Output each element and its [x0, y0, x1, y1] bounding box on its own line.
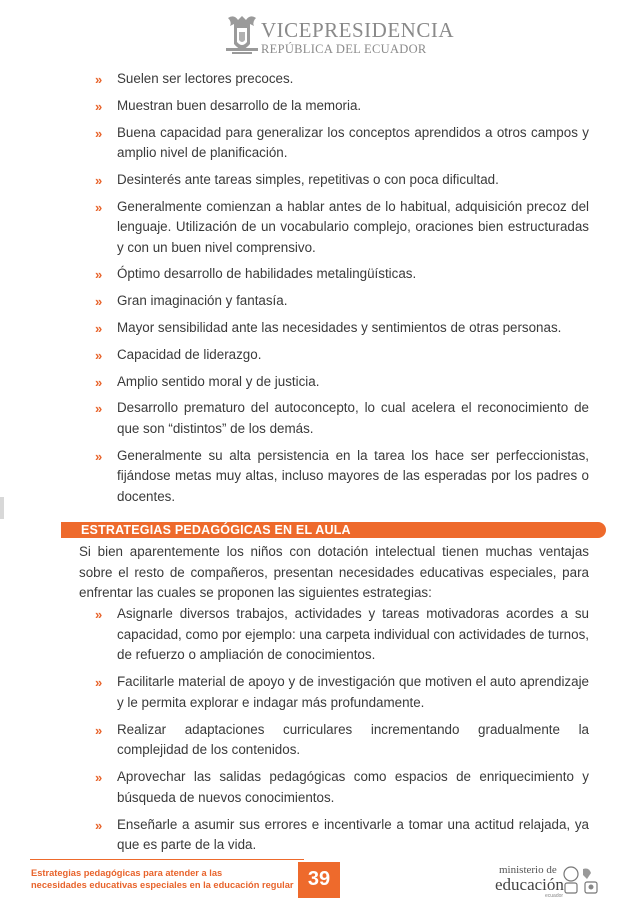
section-intro: Si bien aparentemente los niños con dotación intelectual tienen muchas ventajas sobre el resto de compañeros, presentan necesidades educativas especiales, para enfrentar las cuales se proponen las siguientes estrategias: — [79, 544, 589, 600]
bullet-icon: » — [95, 98, 103, 114]
list-item — [95, 767, 589, 808]
characteristics-list — [95, 69, 589, 514]
footer-line-2: necesidades educativas especiales en la educación regular — [31, 880, 294, 890]
bullet-icon: » — [95, 770, 103, 786]
page-edge-mark — [0, 497, 4, 519]
bullet-icon: » — [95, 374, 103, 390]
ministry-name: educación — [495, 875, 564, 894]
list-item-text: Óptimo desarrollo de habilidades metalingüísticas. — [117, 266, 417, 282]
ministry-label: ministerio de — [499, 864, 557, 876]
list-item-text: Aprovechar las salidas pedagógicas como espacios de enriquecimiento y búsqueda de nuevos conocimientos. — [117, 769, 589, 805]
ministerio-educacion-logo — [495, 864, 605, 898]
strategies-list — [95, 604, 589, 862]
page-number: 39 — [307, 868, 331, 890]
page-number-box — [298, 862, 340, 898]
list-item-text: Capacidad de liderazgo. — [117, 346, 262, 362]
bullet-icon: » — [95, 817, 103, 833]
list-item-text: Generalmente comienzan a hablar antes de lo habitual, adquisición precoz del lenguaje. Utilización de un vocabulario complejo, oraciones bien estructuradas y con un buen nivel comprensivo. — [117, 198, 589, 255]
list-item — [95, 197, 589, 259]
vicepresidencia-header — [224, 14, 454, 58]
bullet-icon: » — [95, 607, 103, 622]
list-item — [95, 720, 589, 761]
list-item — [95, 264, 589, 285]
coat-of-arms-icon — [224, 14, 260, 56]
footer-line-1: Estrategias pedagógicas para atender a las — [31, 868, 223, 878]
list-item-text: Muestran buen desarrollo de la memoria. — [117, 97, 362, 113]
list-item — [95, 69, 589, 90]
bullet-icon: » — [95, 448, 103, 464]
list-item-text: Enseñarle a asumir sus errores e incentivarle a tomar una actitud relajada, ya que es parte de la vida. — [117, 816, 589, 853]
list-item — [95, 170, 589, 191]
list-item — [95, 372, 589, 393]
list-item-text: Amplio sentido moral y de justicia. — [117, 373, 320, 389]
footer-rule — [30, 859, 304, 860]
header-title: VICEPRESIDENCIA — [261, 18, 455, 42]
bullet-icon: » — [95, 199, 103, 215]
bullet-icon: » — [95, 267, 103, 283]
bullet-icon: » — [95, 294, 103, 310]
list-item — [95, 96, 589, 117]
list-item-text: Gran imaginación y fantasía. — [117, 293, 288, 309]
list-item — [95, 345, 589, 366]
list-item-text: Facilitarle material de apoyo y de investigación que motiven el auto aprendizaje y le permita explorar e indagar más profundamente. — [117, 674, 589, 710]
list-item — [95, 291, 589, 312]
list-item — [95, 815, 589, 856]
bullet-icon: » — [95, 401, 103, 417]
ministry-emblem-icon — [561, 865, 601, 895]
list-item-text: Desarrollo prematuro del autoconcepto, lo cual acelera el reconocimiento de que son “distintos” de los demás. — [117, 400, 589, 436]
ministry-country: ecuador — [545, 893, 564, 899]
list-item-text: Realizar adaptaciones curriculares incrementando gradualmente la complejidad de los contenidos. — [117, 721, 589, 758]
list-item — [95, 123, 589, 164]
list-item-text: Suelen ser lectores precoces. — [117, 71, 294, 86]
header-subtitle: REPÚBLICA DEL ECUADOR — [261, 42, 427, 56]
section-title: ESTRATEGIAS PEDAGÓGICAS EN EL AULA — [81, 523, 351, 537]
bullet-icon: » — [95, 722, 103, 738]
bullet-icon: » — [95, 125, 103, 141]
bullet-icon: » — [95, 321, 103, 337]
list-item-text: Desinterés ante tareas simples, repetitivas o con poca dificultad. — [117, 171, 499, 187]
list-item — [95, 604, 589, 666]
section-heading-bar — [61, 522, 606, 538]
list-item — [95, 672, 589, 713]
list-item-text: Mayor sensibilidad ante las necesidades y sentimientos de otras personas. — [117, 320, 562, 336]
list-item — [95, 446, 589, 508]
list-item-text: Buena capacidad para generalizar los conceptos aprendidos a otros campos y amplio nivel de planificación. — [117, 124, 589, 161]
footer-book-title — [31, 867, 301, 891]
bullet-icon: » — [95, 72, 103, 87]
list-item-text: Asignarle diversos trabajos, actividades y tareas motivadoras acordes a su capacidad, como por ejemplo: una carpeta individual con actividades de turnos, de refuerzo o ampliación de conocimientos. — [117, 606, 589, 662]
bullet-icon: » — [95, 172, 103, 188]
list-item-text: Generalmente su alta persistencia en la tarea los hace ser perfeccionistas, fijándose metas muy altas, incluso mayores de las esperadas por los padres o docentes. — [117, 447, 589, 504]
list-item — [95, 318, 589, 339]
list-item — [95, 398, 589, 439]
bullet-icon: » — [95, 675, 103, 691]
bullet-icon: » — [95, 347, 103, 363]
